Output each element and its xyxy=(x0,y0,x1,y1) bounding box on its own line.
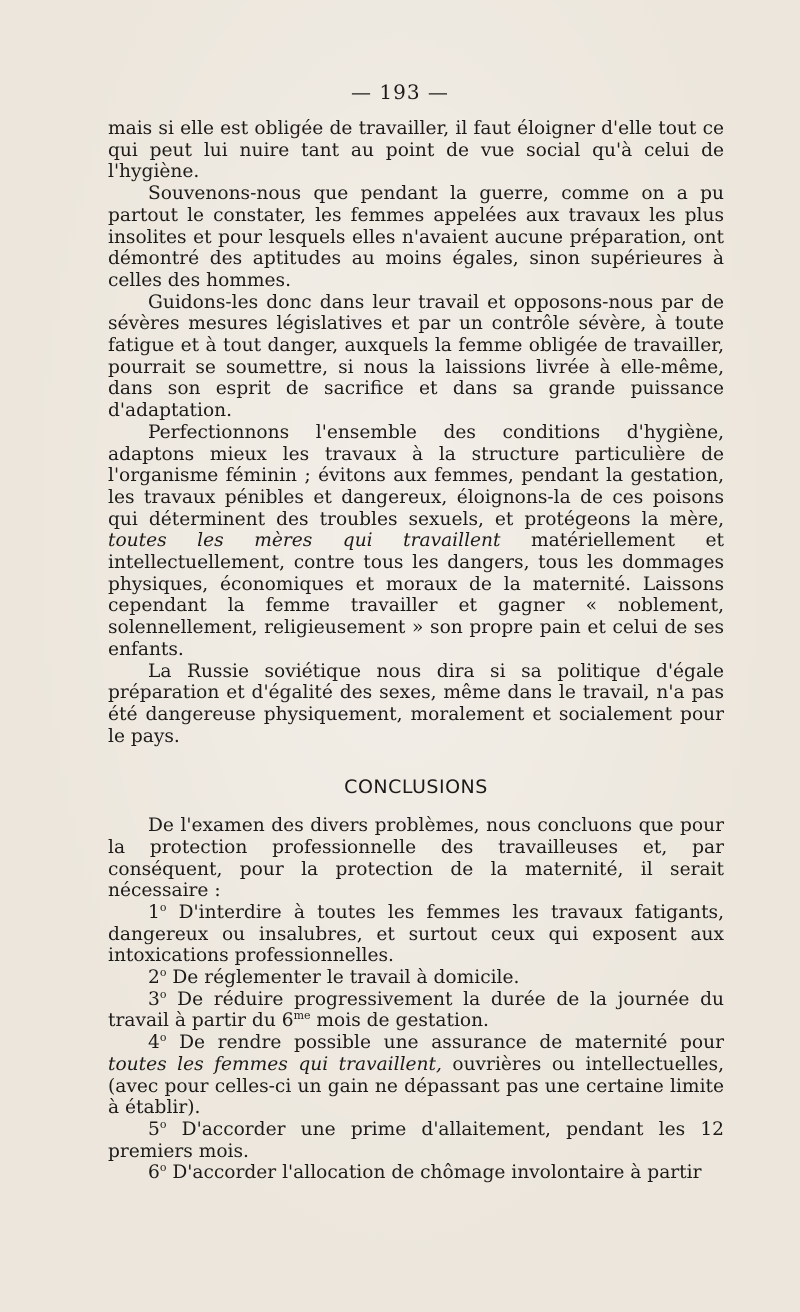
conclusion-item-4 xyxy=(108,1032,724,1119)
ordinal-mark: o xyxy=(159,1030,167,1044)
paragraph-guidons: Guidons-les donc dans leur travail et opposons-nous par de sévères mesures législatives et par un contrôle sévère, à toute fatigue et à tout danger, auxquels la femme obligée de travailler, pourrait se soumettre, si nous la laissions livrée à elle-même, dans son esprit de sacrifice et dans sa grande puissance d'adaptation. xyxy=(108,291,724,422)
item-text: De réduire progressivement la durée de la journée du travail à partir du 6 xyxy=(108,988,724,1032)
conclusion-item-6 xyxy=(108,1162,724,1184)
item-text: De réglementer le travail à domicile. xyxy=(166,967,520,989)
item-number: 3 xyxy=(148,988,160,1010)
paragraph-guerre: Souvenons-nous que pendant la guerre, comme on a pu partout le constater, les femmes appelées aux travaux les plus insolites et pour lesquels elles n'avaient aucune préparation, ont démontré des aptitudes au moins égales, sinon supérieures à celles des hommes. xyxy=(108,183,724,291)
ordinal-mark: o xyxy=(159,1117,167,1131)
paragraph-continuation: mais si elle est obligée de travailler, il faut éloigner d'elle tout ce qui peut lui nuire tant au point de vue social qu'à celui de l'hygiène. xyxy=(108,118,724,183)
conclusions-intro: De l'examen des divers problèmes, nous concluons que pour la protection professionnelle des travailleuses et, par conséquent, pour la protection de la maternité, il serait nécessaire : xyxy=(108,815,724,902)
paragraph-text: Perfectionnons l'ensemble des conditions d'hygiène, adaptons mieux les travaux à la structure particulière de l'organisme féminin ; évitons aux femmes, pendant la gestation, les travaux pénibles et dangereux, éloignons-la de ces poisons qui déterminent des troubles sexuels, et protégeons la mère, xyxy=(108,421,724,530)
item-text: mois de gestation. xyxy=(310,1010,489,1032)
item-number: 1 xyxy=(148,901,160,923)
ordinal-mark: o xyxy=(159,1161,167,1175)
section-heading: CONCLUSIONS xyxy=(344,776,488,799)
item-text: D'interdire à toutes les femmes les travaux fatigants, dangereux ou insalubres, et surtout ceux qui exposent aux intoxications professionnelles. xyxy=(108,901,724,967)
page-number: — 193 — xyxy=(351,80,449,104)
paragraph-text: matériellement et intellectuellement, contre tous les dangers, tous les dommages physiques, économiques et moraux de la maternité. Laissons cependant la femme travailler et gagner « noblement, solennellement, religieusement » son propre pain et celui de ses enfants. xyxy=(108,530,725,660)
conclusion-item-2 xyxy=(108,967,724,989)
item-text: D'accorder l'allocation de chômage involontaire à partir xyxy=(166,1162,702,1184)
conclusion-item-5 xyxy=(108,1119,724,1162)
ordinal-suffix: me xyxy=(293,1009,311,1023)
ordinal-mark: o xyxy=(159,965,167,979)
ordinal-mark: o xyxy=(159,900,167,914)
conclusion-item-3 xyxy=(108,989,724,1032)
conclusion-item-1 xyxy=(108,902,724,967)
paragraph-perfectionnons xyxy=(108,422,724,661)
italic-phrase: toutes les femmes qui travaillent, xyxy=(108,1053,442,1075)
italic-phrase: toutes les mères qui travaillent xyxy=(108,530,501,552)
body-text xyxy=(108,118,724,1184)
ordinal-mark: o xyxy=(159,987,167,1001)
item-number: 2 xyxy=(148,967,160,989)
item-text: De rendre possible une assurance de maternité pour xyxy=(166,1032,724,1054)
item-text: ouvrières ou intellectuelles, (avec pour celles-ci un gain ne dépassant pas une certaine limite à établir). xyxy=(108,1053,724,1119)
item-number: 4 xyxy=(148,1032,160,1054)
item-number: 6 xyxy=(148,1162,160,1184)
paragraph-russie: La Russie soviétique nous dira si sa politique d'égale préparation et d'égalité des sexes, même dans le travail, n'a pas été dangereuse physiquement, moralement et socialement pour le pays. xyxy=(108,660,724,747)
item-number: 5 xyxy=(148,1118,160,1140)
item-text: D'accorder une prime d'allaitement, pendant les 12 premiers mois. xyxy=(108,1118,724,1162)
